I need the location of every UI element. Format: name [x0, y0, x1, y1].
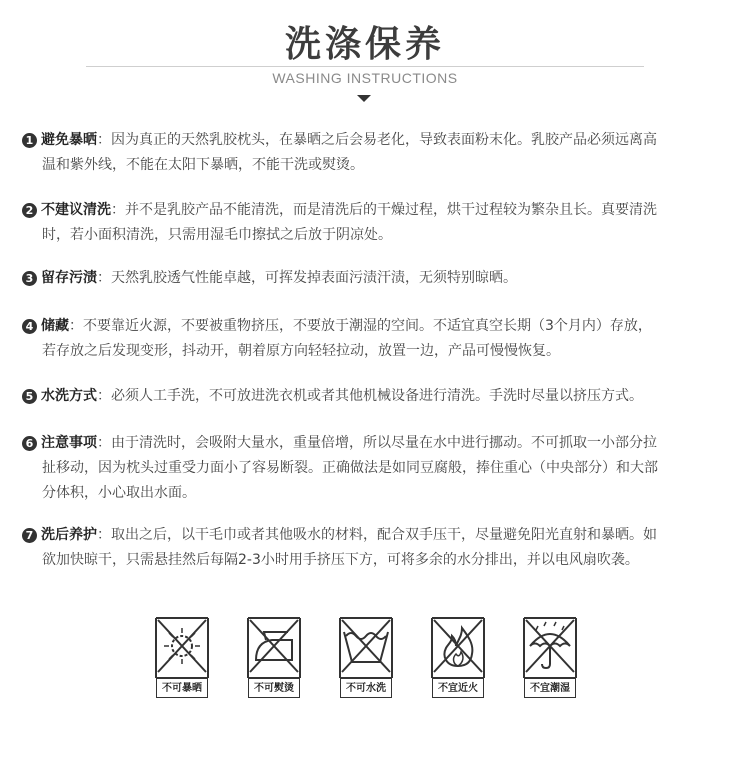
instruction-item-7: 7 洗后养护：取出之后，以干毛巾或者其他吸水的材料，配合双手压干，尽量避免阳光直射和暴晒。如 欲加快晾干，只需悬挂然后每隔2-3小时用手挤压下方，可将多余的水分排出，并以电风扇吹袭。 [22, 523, 712, 573]
number-badge: 1 [22, 133, 37, 148]
instruction-item-1: 1 避免暴晒：因为真正的天然乳胶枕头，在暴晒之后会易老化，导致表面粉末化。乳胶产品必须远离高 温和紫外线，不能在太阳下暴晒，不能干洗或熨烫。 [22, 128, 712, 178]
item-heading: 避免暴晒 [41, 132, 97, 148]
item-text-cont: 若存放之后发现变形，抖动开，朝着原方向轻轻拉动，放置一边，产品可慢慢恢复。 [42, 343, 560, 359]
care-icon-no-damp [518, 612, 582, 700]
care-label: 不宜近火 [432, 678, 484, 698]
care-icon-no-fire [426, 612, 490, 700]
no-damp-icon [518, 612, 582, 682]
care-label: 不可水洗 [340, 678, 392, 698]
item-heading: 洗后养护 [41, 527, 97, 543]
page-title: 洗涤保养 [284, 24, 445, 65]
item-text-cont: 扯移动，因为枕头过重受力面小了容易断裂。正确做法是如同豆腐般，捧住重心（中央部分）和大部 [42, 460, 658, 476]
number-badge: 3 [22, 271, 37, 286]
item-text: 取出之后，以干毛巾或者其他吸水的材料，配合双手压干，尽量避免阳光直射和暴晒。如 [111, 527, 657, 543]
care-icon-no-sun [150, 612, 214, 700]
care-label: 不可熨烫 [248, 678, 300, 698]
item-heading: 注意事项 [41, 435, 97, 451]
item-text: 不要靠近火源，不要被重物挤压，不要放于潮湿的空间。不适宜真空长期（3个月内）存放， [83, 318, 652, 334]
instruction-item-2: 2 不建议清洗：并不是乳胶产品不能清洗，而是清洗后的干燥过程，烘干过程较为繁杂且长。真要清洗 时，若小面积清洗，只需用湿毛巾擦拭之后放于阴凉处。 [22, 198, 712, 248]
instruction-item-6: 6 注意事项：由于清洗时，会吸附大量水，重量倍增，所以尽量在水中进行挪动。不可抓取一小部分拉 扯移动，因为枕头过重受力面小了容易断裂。正确做法是如同豆腐般，捧住重心（中央部分）和大部 分体积，小心取出水面。 [22, 431, 712, 506]
item-text: 因为真正的天然乳胶枕头，在暴晒之后会易老化，导致表面粉末化。乳胶产品必须远离高 [111, 132, 657, 148]
item-text: 由于清洗时，会吸附大量水，重量倍增，所以尽量在水中进行挪动。不可抓取一小部分拉 [111, 435, 657, 451]
care-label: 不可暴晒 [156, 678, 208, 698]
instruction-item-3: 3 留存污渍：天然乳胶透气性能卓越，可挥发掉表面污渍汗渍，无须特别晾晒。 [22, 266, 712, 291]
care-label: 不宜潮湿 [524, 678, 576, 698]
item-text-cont: 欲加快晾干，只需悬挂然后每隔2-3小时用手挤压下方，可将多余的水分排出，并以电风扇吹袭。 [42, 552, 639, 568]
number-badge: 4 [22, 319, 37, 334]
number-badge: 6 [22, 436, 37, 451]
instruction-item-4: 4 储藏：不要靠近火源，不要被重物挤压，不要放于潮湿的空间。不适宜真空长期（3个月内）存放， 若存放之后发现变形，抖动开，朝着原方向轻轻拉动，放置一边，产品可慢慢恢复。 [22, 314, 712, 364]
subtitle-block [86, 66, 644, 90]
care-icon-no-wash [334, 612, 398, 700]
no-sun-icon [150, 612, 214, 682]
item-heading: 水洗方式 [41, 388, 97, 404]
item-heading: 留存污渍 [41, 270, 97, 286]
item-heading: 不建议清洗 [41, 202, 111, 218]
item-text-cont: 时，若小面积清洗，只需用湿毛巾擦拭之后放于阴凉处。 [42, 227, 392, 243]
page-subtitle: WASHING INSTRUCTIONS [272, 70, 458, 86]
down-arrow-icon [357, 95, 371, 102]
no-fire-icon [426, 612, 490, 682]
divider [86, 66, 644, 67]
item-text-cont: 分体积，小心取出水面。 [42, 485, 196, 501]
number-badge: 2 [22, 203, 37, 218]
care-icon-no-iron [242, 612, 306, 700]
item-text-cont: 温和紫外线，不能在太阳下暴晒，不能干洗或熨烫。 [42, 157, 364, 173]
no-wash-icon [334, 612, 398, 682]
number-badge: 7 [22, 528, 37, 543]
item-heading: 储藏 [41, 318, 69, 334]
no-iron-icon [242, 612, 306, 682]
item-text: 天然乳胶透气性能卓越，可挥发掉表面污渍汗渍，无须特别晾晒。 [111, 270, 517, 286]
number-badge: 5 [22, 389, 37, 404]
item-text: 必须人工手洗，不可放进洗衣机或者其他机械设备进行清洗。手洗时尽量以挤压方式。 [111, 388, 643, 404]
instruction-item-5: 5 水洗方式：必须人工手洗，不可放进洗衣机或者其他机械设备进行清洗。手洗时尽量以挤压方式。 [22, 384, 712, 409]
item-text: 并不是乳胶产品不能清洗，而是清洗后的干燥过程，烘干过程较为繁杂且长。真要清洗 [125, 202, 657, 218]
